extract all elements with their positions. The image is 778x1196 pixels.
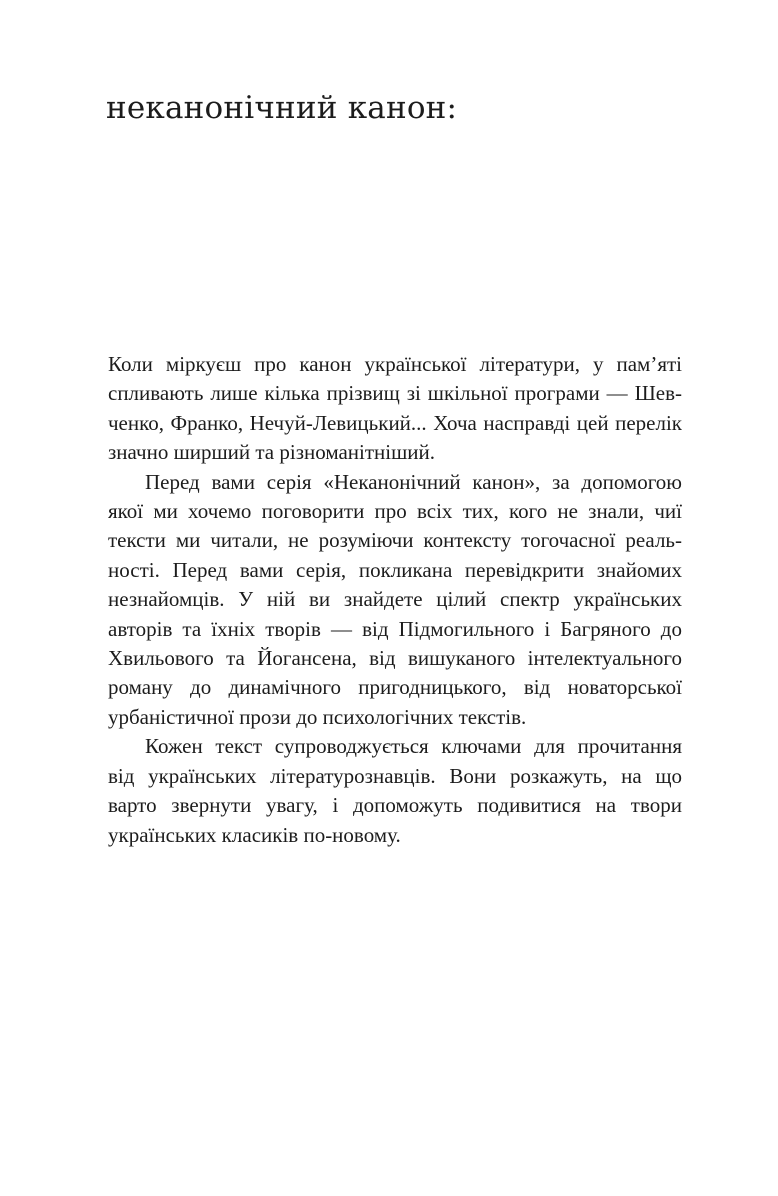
text-line: тексти ми читали, не розуміючи контексту тогочасної реаль- — [108, 528, 682, 553]
text-line: ченко, Франко, Нечуй-Левицький... Хоча насправді цей перелік — [108, 410, 682, 435]
body-text — [108, 350, 682, 850]
paragraph-3 — [108, 732, 682, 850]
text-line: урбаністичної прози до психологічних текстів. — [108, 704, 527, 729]
text-line: варто звернути увагу, і допоможуть подивитися на твори — [108, 793, 682, 818]
text-line: авторів та їхніх творів — від Підмогильного і Багряного до — [108, 616, 682, 641]
text-line: роману до динамічного пригодницького, від новаторської — [108, 675, 682, 700]
text-line: спливають лише кілька прізвищ зі шкільної програми — Шев- — [108, 381, 682, 406]
text-line: значно ширший та різноманітніший. — [108, 440, 436, 465]
paragraph-2 — [108, 468, 682, 733]
text-line: Кожен текст супроводжується ключами для прочитання — [145, 734, 682, 759]
text-line: Коли міркуєш про канон української літератури, у пам’яті — [108, 352, 682, 376]
text-line: Перед вами серія «Неканонічний канон», за допомогою — [145, 469, 682, 494]
text-line: Хвильового та Йогансена, від вишуканого інтелектуального — [108, 646, 682, 671]
text-line: ності. Перед вами серія, покликана перевідкрити знайомих — [108, 557, 682, 582]
page-title: неканонічний канон: — [106, 90, 458, 126]
text-line: незнайомців. У ній ви знайдете цілий спектр українських — [108, 587, 682, 612]
paragraph-1 — [108, 350, 682, 468]
text-line: від українських літературознавців. Вони розкажуть, на що — [108, 763, 682, 788]
text-line: українських класиків по-новому. — [108, 822, 401, 847]
text-line: якої ми хочемо поговорити про всіх тих, кого не знали, чиї — [108, 499, 682, 524]
